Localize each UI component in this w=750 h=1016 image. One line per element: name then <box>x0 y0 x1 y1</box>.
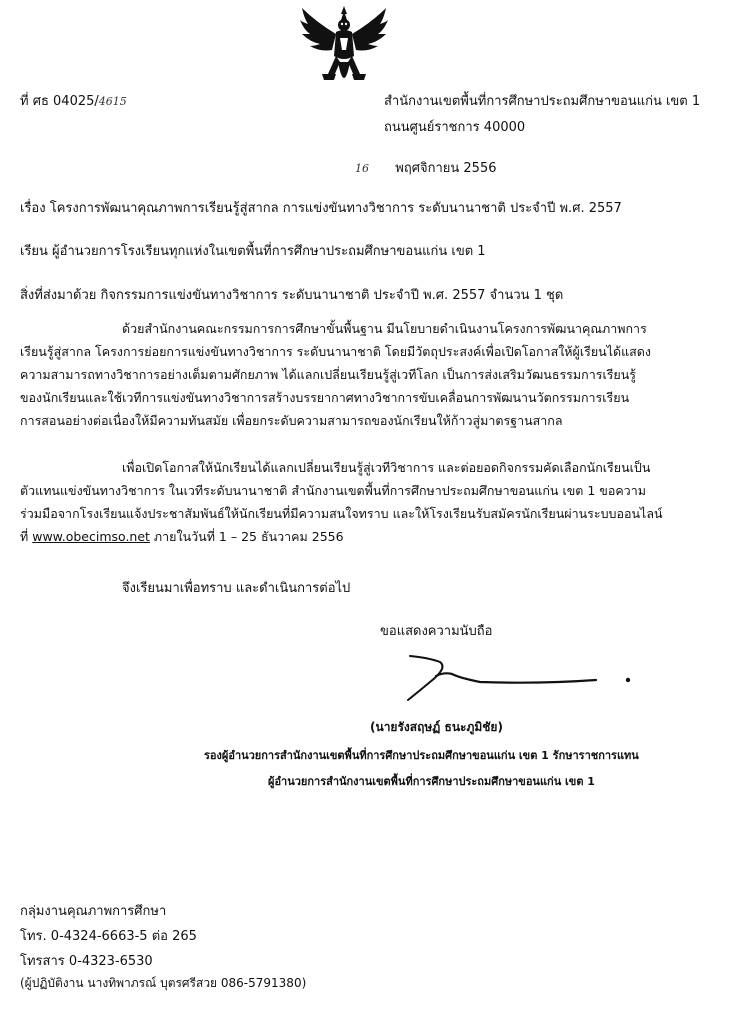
registration-prefix: ที่ <box>20 529 33 544</box>
signatory-position-line-2: ผู้อำนวยการสำนักงานเขตพื้นที่การศึกษาประถมศึกษาขอนแก่น เขต 1 <box>268 775 595 788</box>
reference-prefix: ที่ ศธ 04025/ <box>20 94 99 109</box>
date-month-year: พฤศจิกายน 2556 <box>395 161 497 176</box>
body-paragraph-2 <box>20 456 663 548</box>
office-name: สำนักงานเขตพื้นที่การศึกษาประถมศึกษาขอนแก่น เขต 1 <box>384 94 701 109</box>
reference-number <box>20 90 127 111</box>
paragraph-line: ความสามารถทางวิชาการอย่างเต็มตามศักยภาพ ได้แลกเปลี่ยนเรียนรู้สู่เวทีโลก เป็นการส่งเสริมวัฒนธรรมการเรียนรู้ <box>20 367 637 382</box>
letter-enclosure: สิ่งที่ส่งมาด้วย กิจกรรมการแข่งขันทางวิชาการ ระดับนานาชาติ ประจำปี พ.ศ. 2557 จำนวน 1 ชุด <box>20 288 564 303</box>
paragraph-line: การสอนอย่างต่อเนื่องให้มีความทันสมัย เพื่อยกระดับความสามารถของนักเรียนให้ก้าวสู่มาตรฐานสากล <box>20 413 563 428</box>
closing-request: จึงเรียนมาเพื่อทราบ และดำเนินการต่อไป <box>122 581 351 596</box>
date-day-handwritten: 16 <box>355 162 369 175</box>
registration-deadline: ภายในวันที่ 1 – 25 ธันวาคม 2556 <box>149 529 344 544</box>
paragraph-line: ของนักเรียนและใช้เวทีการแข่งขันทางวิชาการสร้างบรรยากาศทางวิชาการขับเคลื่อนการพัฒนานวัตกรรมการเรียน <box>20 390 630 405</box>
paragraph-line: เรียนรู้สู่สากล โครงการย่อยการแข่งขันทางวิชาการ ระดับนานาชาติ โดยมีวัตถุประสงค์เพื่อเปิดโอกาสให้ผู้เรียนได้แสดง <box>20 344 652 359</box>
office-address: ถนนศูนย์ราชการ 40000 <box>384 120 526 135</box>
paragraph-line: เพื่อเปิดโอกาสให้นักเรียนได้แลกเปลี่ยนเรียนรู้สู่เวทีวิชาการ และต่อยอดกิจกรรมคัดเลือกนักเรียนเป็น <box>122 460 651 475</box>
footer-department: กลุ่มงานคุณภาพการศึกษา <box>20 904 167 919</box>
footer-contact: (ผู้ปฏิบัติงาน นางทิพาภรณ์ บุตรศรีสวย 086-5791380) <box>20 976 307 990</box>
paragraph-line: ด้วยสำนักงานคณะกรรมการการศึกษาขั้นพื้นฐาน มีนโยบายดำเนินงานโครงการพัฒนาคุณภาพการ <box>122 321 647 336</box>
letter-subject: เรื่อง โครงการพัฒนาคุณภาพการเรียนรู้สู่สากล การแข่งขันทางวิชาการ ระดับนานาชาติ ประจำปี พ.ศ. 2557 <box>20 201 622 216</box>
signatory-name: (นายรังสฤษฏ์ ธนะภูมิชัย) <box>370 720 503 734</box>
registration-link[interactable]: www.obecimso.net <box>32 529 150 544</box>
signatory-position-line-1: รองผู้อำนวยการสำนักงานเขตพื้นที่การศึกษาประถมศึกษาขอนแก่น เขต 1 รักษาราชการแทน <box>204 749 639 762</box>
handwritten-signature <box>400 648 640 708</box>
paragraph-line: ตัวแทนแข่งขันทางวิชาการ ในเวทีระดับนานาชาติ สำนักงานเขตพื้นที่การศึกษาประถมศึกษาขอนแก่น เขต 1 ขอความ <box>20 483 646 498</box>
letter-recipient: เรียน ผู้อำนวยการโรงเรียนทุกแห่งในเขตพื้นที่การศึกษาประถมศึกษาขอนแก่น เขต 1 <box>20 244 486 259</box>
paragraph-line <box>20 525 663 548</box>
letter-date <box>355 157 496 178</box>
garuda-emblem-icon <box>298 4 390 96</box>
letter-closing: ขอแสดงความนับถือ <box>380 624 493 639</box>
paragraph-line: ร่วมมือจากโรงเรียนแจ้งประชาสัมพันธ์ให้นักเรียนที่มีความสนใจทราบ และให้โรงเรียนรับสมัครนักเรียนผ่านระบบออนไลน์ <box>20 506 663 521</box>
footer-phone: โทร. 0-4324-6663-5 ต่อ 265 <box>20 929 197 944</box>
reference-handwritten-number: 4615 <box>98 95 127 108</box>
body-paragraph-1 <box>20 317 651 432</box>
footer-fax: โทรสาร 0-4323-6530 <box>20 954 153 969</box>
